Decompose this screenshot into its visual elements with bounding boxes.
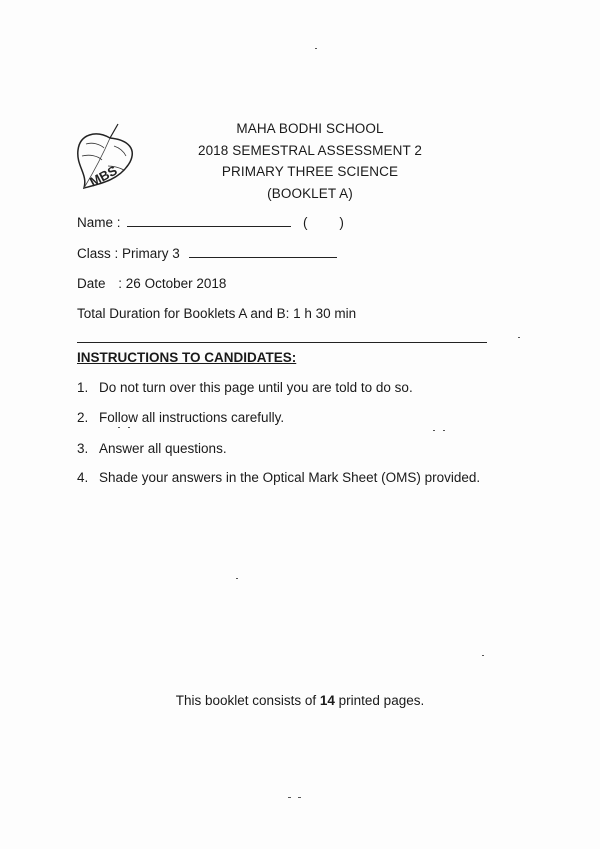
- page-count-prefix: This booklet consists of: [175, 693, 317, 708]
- school-name: MAHA BODHI SCHOOL: [236, 121, 384, 136]
- name-label: Name :: [77, 215, 121, 230]
- date-label: Date: [77, 276, 106, 291]
- instruction-number: 3.: [77, 441, 89, 456]
- instruction-text: Shade your answers in the Optical Mark Sheet (OMS) provided.: [99, 470, 481, 485]
- scan-speck: [118, 427, 120, 428]
- instructions-title: INSTRUCTIONS TO CANDIDATES:: [77, 350, 297, 365]
- subject-title: PRIMARY THREE SCIENCE: [221, 164, 399, 179]
- duration-text: Total Duration for Booklets A and B: 1 h 30 min: [77, 306, 357, 321]
- class-field: [77, 246, 337, 261]
- instruction-text: Answer all questions.: [99, 441, 227, 456]
- logo-text: MBS: [87, 162, 120, 190]
- school-logo: [74, 122, 138, 196]
- instruction-item: [77, 441, 227, 456]
- scan-speck: [433, 430, 435, 431]
- class-label: Class : Primary 3: [77, 246, 180, 261]
- instruction-item: [77, 410, 284, 425]
- instruction-number: 1.: [77, 380, 89, 395]
- instruction-text: Do not turn over this page until you are told to do so.: [99, 380, 413, 395]
- instruction-number: 4.: [77, 470, 89, 485]
- scan-speck: [236, 578, 238, 579]
- name-field: [77, 215, 344, 230]
- instruction-item: [77, 470, 480, 485]
- scan-speck: [518, 337, 520, 338]
- leaf-logo-icon: [74, 122, 138, 196]
- scan-speck: [298, 797, 301, 798]
- scan-speck: [128, 427, 130, 428]
- booklet-label: (BOOKLET A): [267, 185, 353, 201]
- scan-speck: [288, 797, 291, 798]
- scan-speck: [482, 655, 484, 656]
- instruction-item: [77, 380, 413, 395]
- date-value: : 26 October 2018: [118, 276, 227, 291]
- scan-speck: [443, 430, 445, 431]
- exam-header: [160, 118, 460, 204]
- page-count-suffix: printed pages.: [338, 693, 425, 708]
- page-count-number: 14: [319, 693, 335, 708]
- name-blank-line[interactable]: [127, 225, 291, 227]
- instruction-number: 2.: [77, 410, 89, 425]
- class-blank-line[interactable]: [189, 256, 337, 258]
- date-field: [77, 276, 226, 291]
- instruction-text: Follow all instructions carefully.: [99, 410, 285, 425]
- index-paren-close: ): [339, 215, 344, 230]
- page-count-note: [0, 693, 600, 708]
- divider-line: [77, 342, 487, 343]
- assessment-title: 2018 SEMESTRAL ASSESSMENT 2: [197, 142, 423, 158]
- index-paren-open: (: [303, 215, 308, 230]
- scan-speck: [315, 48, 317, 49]
